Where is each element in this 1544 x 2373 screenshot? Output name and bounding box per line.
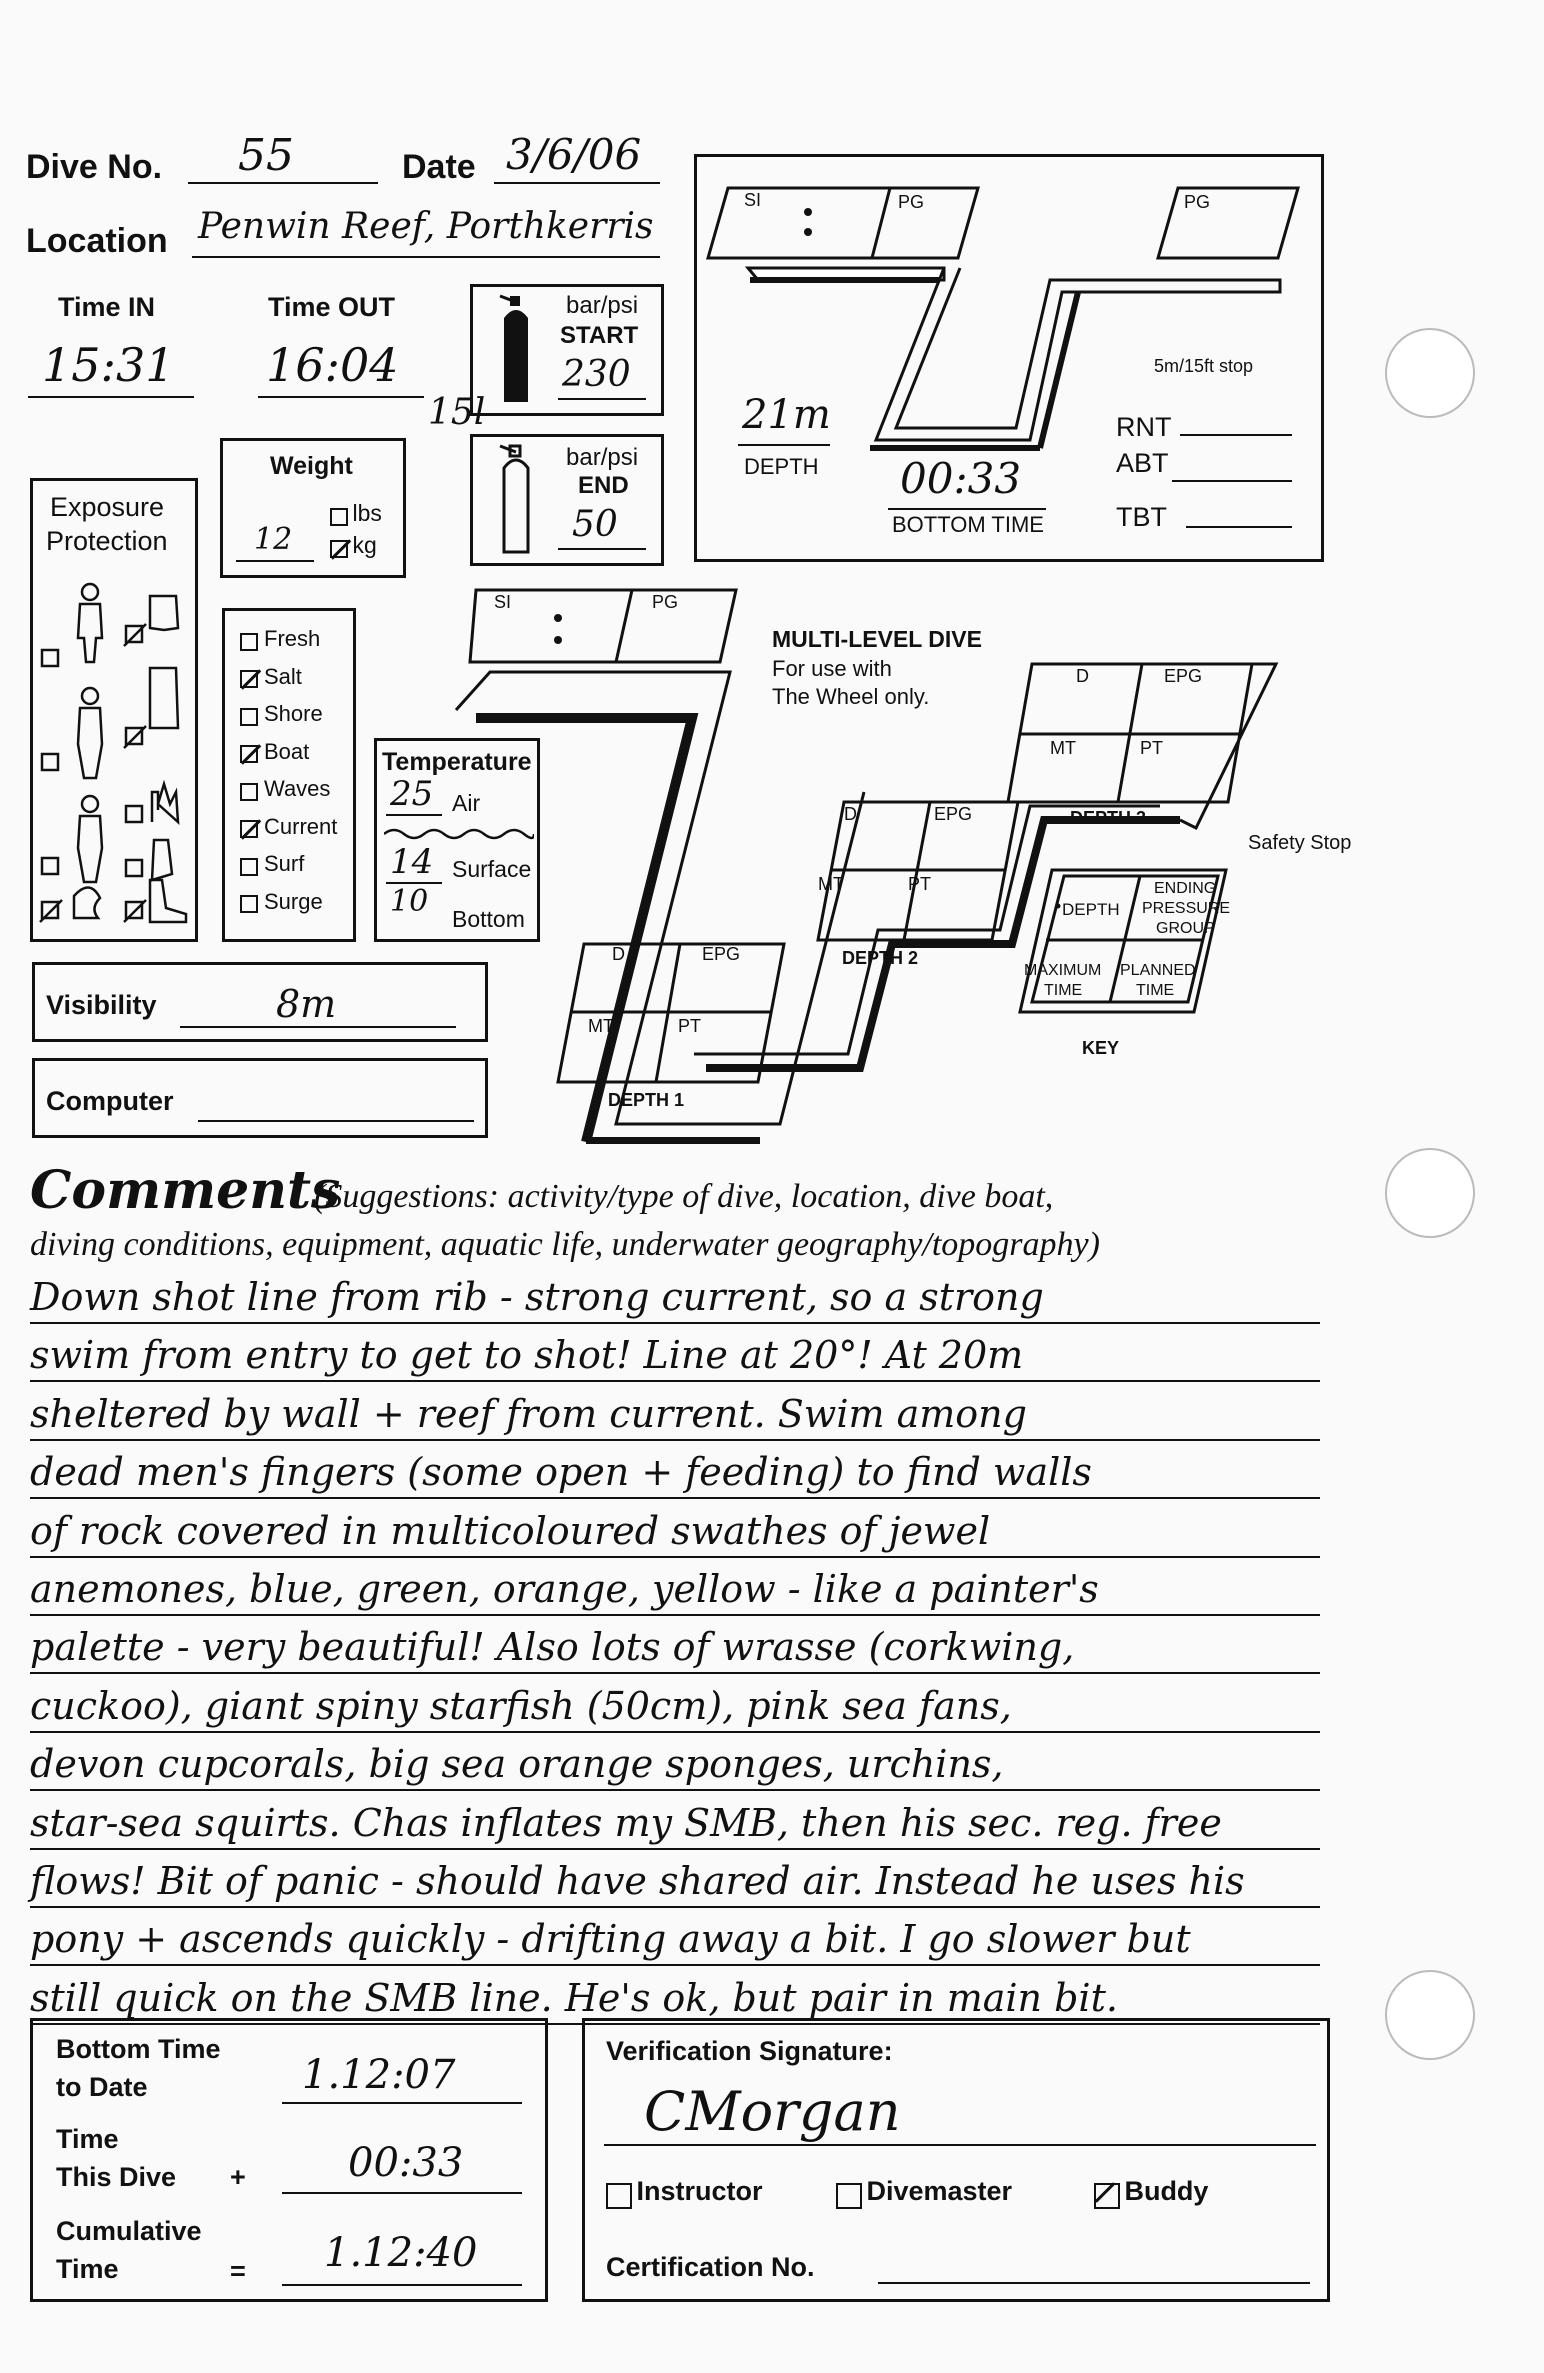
d1-d-label: D bbox=[612, 944, 625, 964]
lbs-label: lbs bbox=[352, 500, 382, 526]
equals-sign: = bbox=[230, 2256, 246, 2286]
comment-rule bbox=[30, 1380, 1320, 1382]
ml-subtitle-2: The Wheel only. bbox=[772, 684, 930, 709]
buddy-label: Buddy bbox=[1124, 2176, 1209, 2206]
binder-hole-top bbox=[1385, 328, 1475, 418]
depth1-label: DEPTH 1 bbox=[608, 1090, 685, 1110]
instructor-label: Instructor bbox=[636, 2176, 763, 2206]
bottom-time-value: 00:33 bbox=[900, 454, 1022, 503]
d1-pt-label: PT bbox=[678, 1016, 702, 1036]
profile-pg2-label: PG bbox=[1184, 192, 1211, 212]
weight-label: Weight bbox=[270, 452, 353, 480]
environment-option[interactable] bbox=[240, 851, 304, 877]
depth-label: DEPTH bbox=[744, 454, 819, 479]
tank-full-icon bbox=[496, 294, 536, 406]
environment-option[interactable] bbox=[240, 889, 323, 915]
depth-field[interactable] bbox=[738, 392, 830, 446]
dive-no-label: Dive No. bbox=[26, 148, 163, 186]
this-dive-field[interactable] bbox=[282, 2136, 522, 2194]
cumulative-label-2: Time bbox=[56, 2254, 119, 2284]
environment-option[interactable] bbox=[240, 739, 309, 765]
comment-rule bbox=[30, 1789, 1320, 1791]
comments-suggestion-1: (Suggestions: activity/type of dive, location, dive boat, bbox=[314, 1178, 1054, 1215]
environment-checkbox[interactable] bbox=[240, 895, 258, 913]
key-label: KEY bbox=[1082, 1038, 1120, 1058]
tank-start-value: 230 bbox=[562, 354, 631, 395]
comment-rule bbox=[30, 1322, 1320, 1324]
bottom-time-field[interactable] bbox=[888, 454, 1046, 510]
d3-d-label: D bbox=[1076, 666, 1089, 686]
this-dive-label-1: Time bbox=[56, 2124, 119, 2154]
surface-temp-value: 14 bbox=[390, 842, 434, 882]
environment-label: Boat bbox=[264, 738, 310, 764]
d3-mt-label: MT bbox=[1050, 738, 1076, 758]
comment-line-text: Down shot line from rib - strong current, so a strong bbox=[30, 1275, 1044, 1319]
key-mt-2: TIME bbox=[1044, 982, 1083, 999]
air-temp-field[interactable] bbox=[386, 774, 442, 816]
bottom-temp-value: 10 bbox=[390, 884, 429, 919]
ml-si-label: SI bbox=[494, 592, 512, 612]
profile-si-label: SI bbox=[744, 190, 762, 210]
comment-rule bbox=[30, 1906, 1320, 1908]
time-out-value: 16:04 bbox=[266, 338, 399, 392]
d1-mt-label: MT bbox=[588, 1016, 614, 1036]
buddy-checkbox[interactable] bbox=[1094, 2183, 1120, 2209]
time-in-value: 15:31 bbox=[42, 338, 175, 392]
visibility-label: Visibility bbox=[46, 990, 157, 1020]
margin-note: 15l bbox=[428, 392, 486, 433]
environment-checkbox[interactable] bbox=[240, 670, 258, 688]
comment-line-text: anemones, blue, green, orange, yellow - like a painter's bbox=[30, 1567, 1099, 1611]
signature-value: CMorgan bbox=[644, 2080, 901, 2143]
ml-pg-label: PG bbox=[652, 592, 679, 612]
environment-label: Current bbox=[264, 813, 338, 839]
environment-label: Surge bbox=[264, 888, 323, 914]
bottom-time-to-date-label-2: to Date bbox=[56, 2072, 148, 2102]
date-label: Date bbox=[402, 148, 476, 186]
exposure-label-2: Protection bbox=[46, 526, 168, 556]
location-value: Penwin Reef, Porthkerris bbox=[198, 206, 654, 247]
divemaster-label: Divemaster bbox=[866, 2176, 1013, 2206]
safety-stop-label: Safety Stop bbox=[1248, 832, 1352, 854]
bottom-temp-label: Bottom bbox=[452, 906, 525, 932]
comment-rule bbox=[30, 1848, 1320, 1850]
comment-rule bbox=[30, 1731, 1320, 1733]
time-in-label: Time IN bbox=[58, 292, 156, 322]
signature-label: Verification Signature: bbox=[606, 2036, 893, 2066]
date-value: 3/6/06 bbox=[506, 130, 642, 179]
environment-label: Surf bbox=[264, 851, 305, 876]
date-field[interactable] bbox=[494, 130, 660, 184]
bottom-temp-field[interactable] bbox=[386, 884, 442, 924]
signature-field[interactable] bbox=[604, 2074, 1316, 2146]
comment-rule bbox=[30, 1614, 1320, 1616]
visibility-value: 8m bbox=[276, 982, 337, 1026]
weight-lbs-option[interactable] bbox=[330, 500, 382, 527]
environment-label: Shore bbox=[264, 701, 323, 726]
divemaster-checkbox[interactable] bbox=[836, 2183, 862, 2209]
environment-label: Fresh bbox=[264, 626, 321, 651]
air-temp-label: Air bbox=[452, 790, 481, 816]
weight-kg-option[interactable] bbox=[330, 532, 377, 559]
dive-no-field[interactable] bbox=[188, 130, 378, 184]
comment-line-text: palette - very beautiful! Also lots of wrasse (corkwing, bbox=[30, 1625, 1075, 1670]
d2-mt-label: MT bbox=[818, 874, 844, 894]
weight-field[interactable] bbox=[236, 518, 314, 562]
d1-epg-label: EPG bbox=[702, 944, 741, 964]
plus-sign: + bbox=[230, 2162, 246, 2192]
d2-d-label: D bbox=[844, 804, 857, 824]
depth3-label: DEPTH 3 bbox=[1070, 808, 1147, 828]
key-depth-label: DEPTH bbox=[1062, 900, 1120, 919]
key-mt-1: MAXIMUM bbox=[1024, 962, 1102, 979]
comments-title: Comments bbox=[30, 1160, 341, 1221]
comment-line-text: star-sea squirts. Chas inflates my SMB, then his sec. reg. free bbox=[30, 1800, 1222, 1845]
time-out-field[interactable] bbox=[258, 330, 424, 398]
location-label: Location bbox=[26, 222, 168, 260]
this-dive-label-2: This Dive bbox=[56, 2162, 177, 2192]
environment-option[interactable] bbox=[240, 776, 330, 802]
kg-label: kg bbox=[352, 532, 377, 558]
abt-field[interactable] bbox=[1172, 446, 1292, 482]
bottom-time-label: BOTTOM TIME bbox=[892, 512, 1044, 537]
cert-label: Certification No. bbox=[606, 2252, 815, 2282]
environment-label: Waves bbox=[264, 776, 331, 801]
key-epg-2: PRESSURE bbox=[1142, 900, 1231, 917]
key-epg-1: ENDING bbox=[1154, 880, 1217, 897]
tank-end-value: 50 bbox=[572, 504, 618, 545]
environment-checkbox[interactable] bbox=[240, 633, 258, 651]
kg-checkbox[interactable] bbox=[330, 540, 348, 558]
comment-rule bbox=[30, 1497, 1320, 1499]
temperature-label: Temperature bbox=[382, 748, 532, 776]
comments-suggestion-2: diving conditions, equipment, aquatic life, underwater geography/topography) bbox=[30, 1226, 1100, 1263]
comment-rule bbox=[30, 1556, 1320, 1558]
depth-value: 21m bbox=[742, 392, 831, 438]
profile-pg-label: PG bbox=[898, 192, 925, 212]
environment-checkbox[interactable] bbox=[240, 745, 258, 763]
tank-start-unit: bar/psi bbox=[566, 292, 639, 319]
location-field[interactable] bbox=[192, 200, 660, 258]
binder-hole-bottom bbox=[1385, 1970, 1475, 2060]
environment-checkbox[interactable] bbox=[240, 820, 258, 838]
bottom-time-to-date-value: 1.12:07 bbox=[302, 2052, 456, 2098]
environment-option[interactable] bbox=[240, 664, 302, 690]
cumulative-label-1: Cumulative bbox=[56, 2216, 202, 2246]
surface-temp-label: Surface bbox=[452, 856, 532, 882]
key-epg-3: GROUP bbox=[1156, 920, 1215, 937]
surface-temp-field[interactable] bbox=[386, 842, 442, 884]
visibility-field[interactable] bbox=[180, 980, 456, 1028]
comment-line-text: pony + ascends quickly - drifting away a bit. I go slower but bbox=[30, 1917, 1191, 1962]
cumulative-field[interactable] bbox=[282, 2226, 522, 2286]
environment-label: Salt bbox=[264, 663, 302, 689]
d2-pt-label: PT bbox=[908, 874, 932, 894]
comment-rule bbox=[30, 1439, 1320, 1441]
ml-subtitle-1: For use with bbox=[772, 656, 892, 681]
environment-checkbox[interactable] bbox=[240, 783, 258, 801]
comment-line-text: of rock covered in multicoloured swathes of jewel bbox=[30, 1508, 991, 1553]
cert-field[interactable] bbox=[878, 2244, 1310, 2284]
tbt-field[interactable] bbox=[1186, 498, 1292, 528]
tank-empty-icon bbox=[496, 444, 536, 556]
abt-label: ABT bbox=[1116, 448, 1169, 478]
tank-start-field[interactable] bbox=[558, 352, 646, 400]
exposure-label-1: Exposure bbox=[50, 492, 165, 522]
binder-hole-middle bbox=[1385, 1148, 1475, 1238]
environment-option[interactable] bbox=[240, 701, 323, 727]
d2-epg-label: EPG bbox=[934, 804, 973, 824]
comment-line-text: swim from entry to get to shot! Line at 20°! At 20m bbox=[30, 1333, 1024, 1378]
depth2-label: DEPTH 2 bbox=[842, 948, 919, 968]
bottom-time-to-date-field[interactable] bbox=[282, 2046, 522, 2104]
comment-line-text: dead men's fingers (some open + feeding) to find walls bbox=[30, 1450, 1092, 1495]
this-dive-value: 00:33 bbox=[348, 2140, 464, 2186]
comment-line-text: still quick on the SMB line. He's ok, but pair in main bit. bbox=[30, 1975, 1118, 2020]
environment-option[interactable] bbox=[240, 626, 320, 652]
buddy-option[interactable] bbox=[1094, 2176, 1208, 2209]
d3-pt-label: PT bbox=[1140, 738, 1164, 758]
key-pt-2: TIME bbox=[1136, 982, 1175, 999]
d3-epg-label: EPG bbox=[1164, 666, 1203, 686]
time-in-field[interactable] bbox=[28, 330, 194, 398]
bottom-time-to-date-label-1: Bottom Time bbox=[56, 2034, 221, 2064]
tbt-label: TBT bbox=[1116, 502, 1167, 532]
rnt-label: RNT bbox=[1116, 412, 1172, 442]
key-pt-1: PLANNED bbox=[1120, 962, 1196, 979]
environment-checkbox[interactable] bbox=[240, 708, 258, 726]
ml-title: MULTI-LEVEL DIVE bbox=[772, 626, 982, 652]
comment-line-text: cuckoo), giant spiny starfish (50cm), pink sea fans, bbox=[30, 1683, 1012, 1728]
weight-value: 12 bbox=[254, 522, 293, 557]
divemaster-option[interactable] bbox=[836, 2176, 1012, 2209]
tank-end-field[interactable] bbox=[558, 502, 646, 550]
cumulative-value: 1.12:40 bbox=[324, 2230, 478, 2276]
computer-label: Computer bbox=[46, 1086, 174, 1116]
comment-line-text: sheltered by wall + reef from current. Swim among bbox=[30, 1391, 1027, 1436]
stop-label: 5m/15ft stop bbox=[1154, 356, 1254, 376]
tank-end-unit: bar/psi bbox=[566, 444, 639, 471]
instructor-option[interactable] bbox=[606, 2176, 762, 2209]
lbs-checkbox[interactable] bbox=[330, 508, 348, 526]
dive-no-value: 55 bbox=[238, 130, 294, 181]
comment-line-text: devon cupcorals, big sea orange sponges, urchins, bbox=[30, 1742, 1004, 1787]
rnt-field[interactable] bbox=[1180, 406, 1292, 436]
tank-end-label: END bbox=[578, 472, 629, 499]
exposure-suits-icons bbox=[38, 578, 192, 934]
computer-field[interactable] bbox=[198, 1076, 474, 1122]
time-out-label: Time OUT bbox=[268, 292, 396, 322]
tank-start-label: START bbox=[560, 322, 639, 349]
environment-option[interactable] bbox=[240, 814, 337, 840]
comment-line-text: flows! Bit of panic - should have shared air. Instead he uses his bbox=[30, 1859, 1245, 1903]
air-temp-value: 25 bbox=[390, 774, 434, 814]
instructor-checkbox[interactable] bbox=[606, 2183, 632, 2209]
comment-rule bbox=[30, 1672, 1320, 1674]
comment-rule bbox=[30, 1964, 1320, 1966]
environment-checkbox[interactable] bbox=[240, 858, 258, 876]
